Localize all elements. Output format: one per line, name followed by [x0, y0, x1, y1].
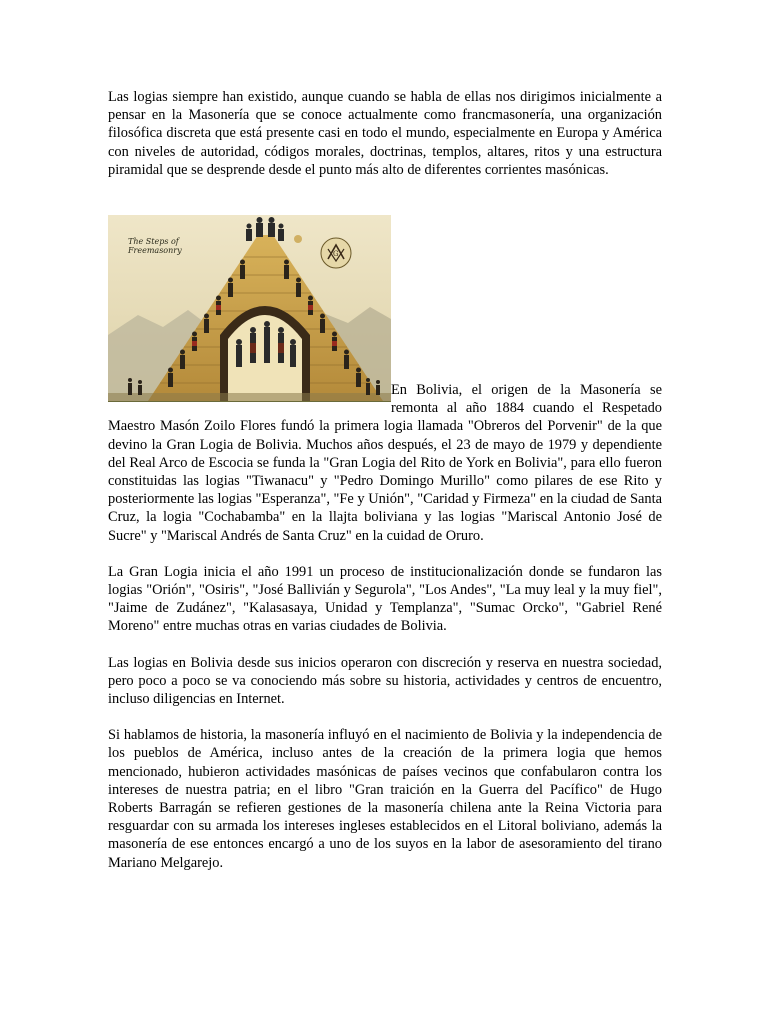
masonic-steps-illustration — [108, 215, 391, 402]
illustration-title: The Steps of Freemasonry — [128, 237, 182, 256]
paragraph-bolivia-origin-text: En Bolivia, el origen de la Masonería se remonta al año 1884 cuando el Respetado Maestro Masón Zoilo Flores fundó la primera logia llamada "Obreros del Porvenir" de la que devino la Gran Logia de Bolivia. Muchos años después, el 23 de mayo de 1979 y dependiente del Real Arco de Escocia se funda la "Gran Logia del Rito de York en Bolivia", para ello fueron constituidas las logias "Tiwanacu" y "Pedro Domingo Murillo" como pilares de ese Rito y posteriormente las logias "Esperanza", "Fe y Unión", "Caridad y Firmeza" en la ciudad de Santa Cruz, la logia "Cochabamba" en la llajta boliviana y las logias "Mariscal Antonio José de Sucre" y "Mariscal Andrés de Santa Cruz" en la cuidad de Oruro. — [108, 382, 662, 544]
svg-text:G: G — [333, 250, 339, 259]
paragraph-discretion: Las logias en Bolivia desde sus inicios operaron con discreción y reserva en nuestra sociedad, pero poco a poco se va conociendo más sobre su historia, actividades y centros de encuentro, incluso diligencias en Internet. — [108, 654, 662, 708]
document-page — [108, 88, 662, 890]
paragraph-gran-logia: La Gran Logia inicia el año 1991 un proceso de institucionalización donde se fundaron las logias "Orión", "Osiris", "José Ballivián y Segurola", "Los Andes", "La muy leal y la muy fiel", "Jaime de Zudánez", "Kalasasaya, Unidad y Templanza", "Sumac Orcko", "Gabriel René Moreno" entre muchas otras en varias ciudades de Bolivia. — [108, 563, 662, 635]
paragraph-intro: Las logias siempre han existido, aunque cuando se habla de ellas nos dirigimos inicialmente a pensar en la Masonería que se conoce actualmente como francmasonería, una organización filosófica discreta que está presente casi en todo el mundo, especialmente en Europa y América con niveles de autoridad, códigos morales, doctrinas, templos, altares, ritos y una estructura piramidal que se desprende desde el punto más alto de diferentes corrientes masónicas. — [108, 89, 662, 178]
paragraph-history: Si hablamos de historia, la masonería influyó en el nacimiento de Bolivia y la independencia de los pueblos de América, incluso antes de la creación de la primera logia que hemos mencionado, hubieron actividades masónicas de países vecinos que confabularon contra los intereses de nuestra patria; en el libro "Gran traición en la Guerra del Pacífico" de Hugo Roberts Barragán se refieren gestiones de la masonería chilena ante la Reina Victoria para resguardar con su armada los intereses ingleses establecidos en el Litoral boliviano, además la masonería de ese entonces encargó a uno de los suyos en la labor de asesoramiento del tirano Mariano Melgarejo. — [108, 727, 662, 871]
